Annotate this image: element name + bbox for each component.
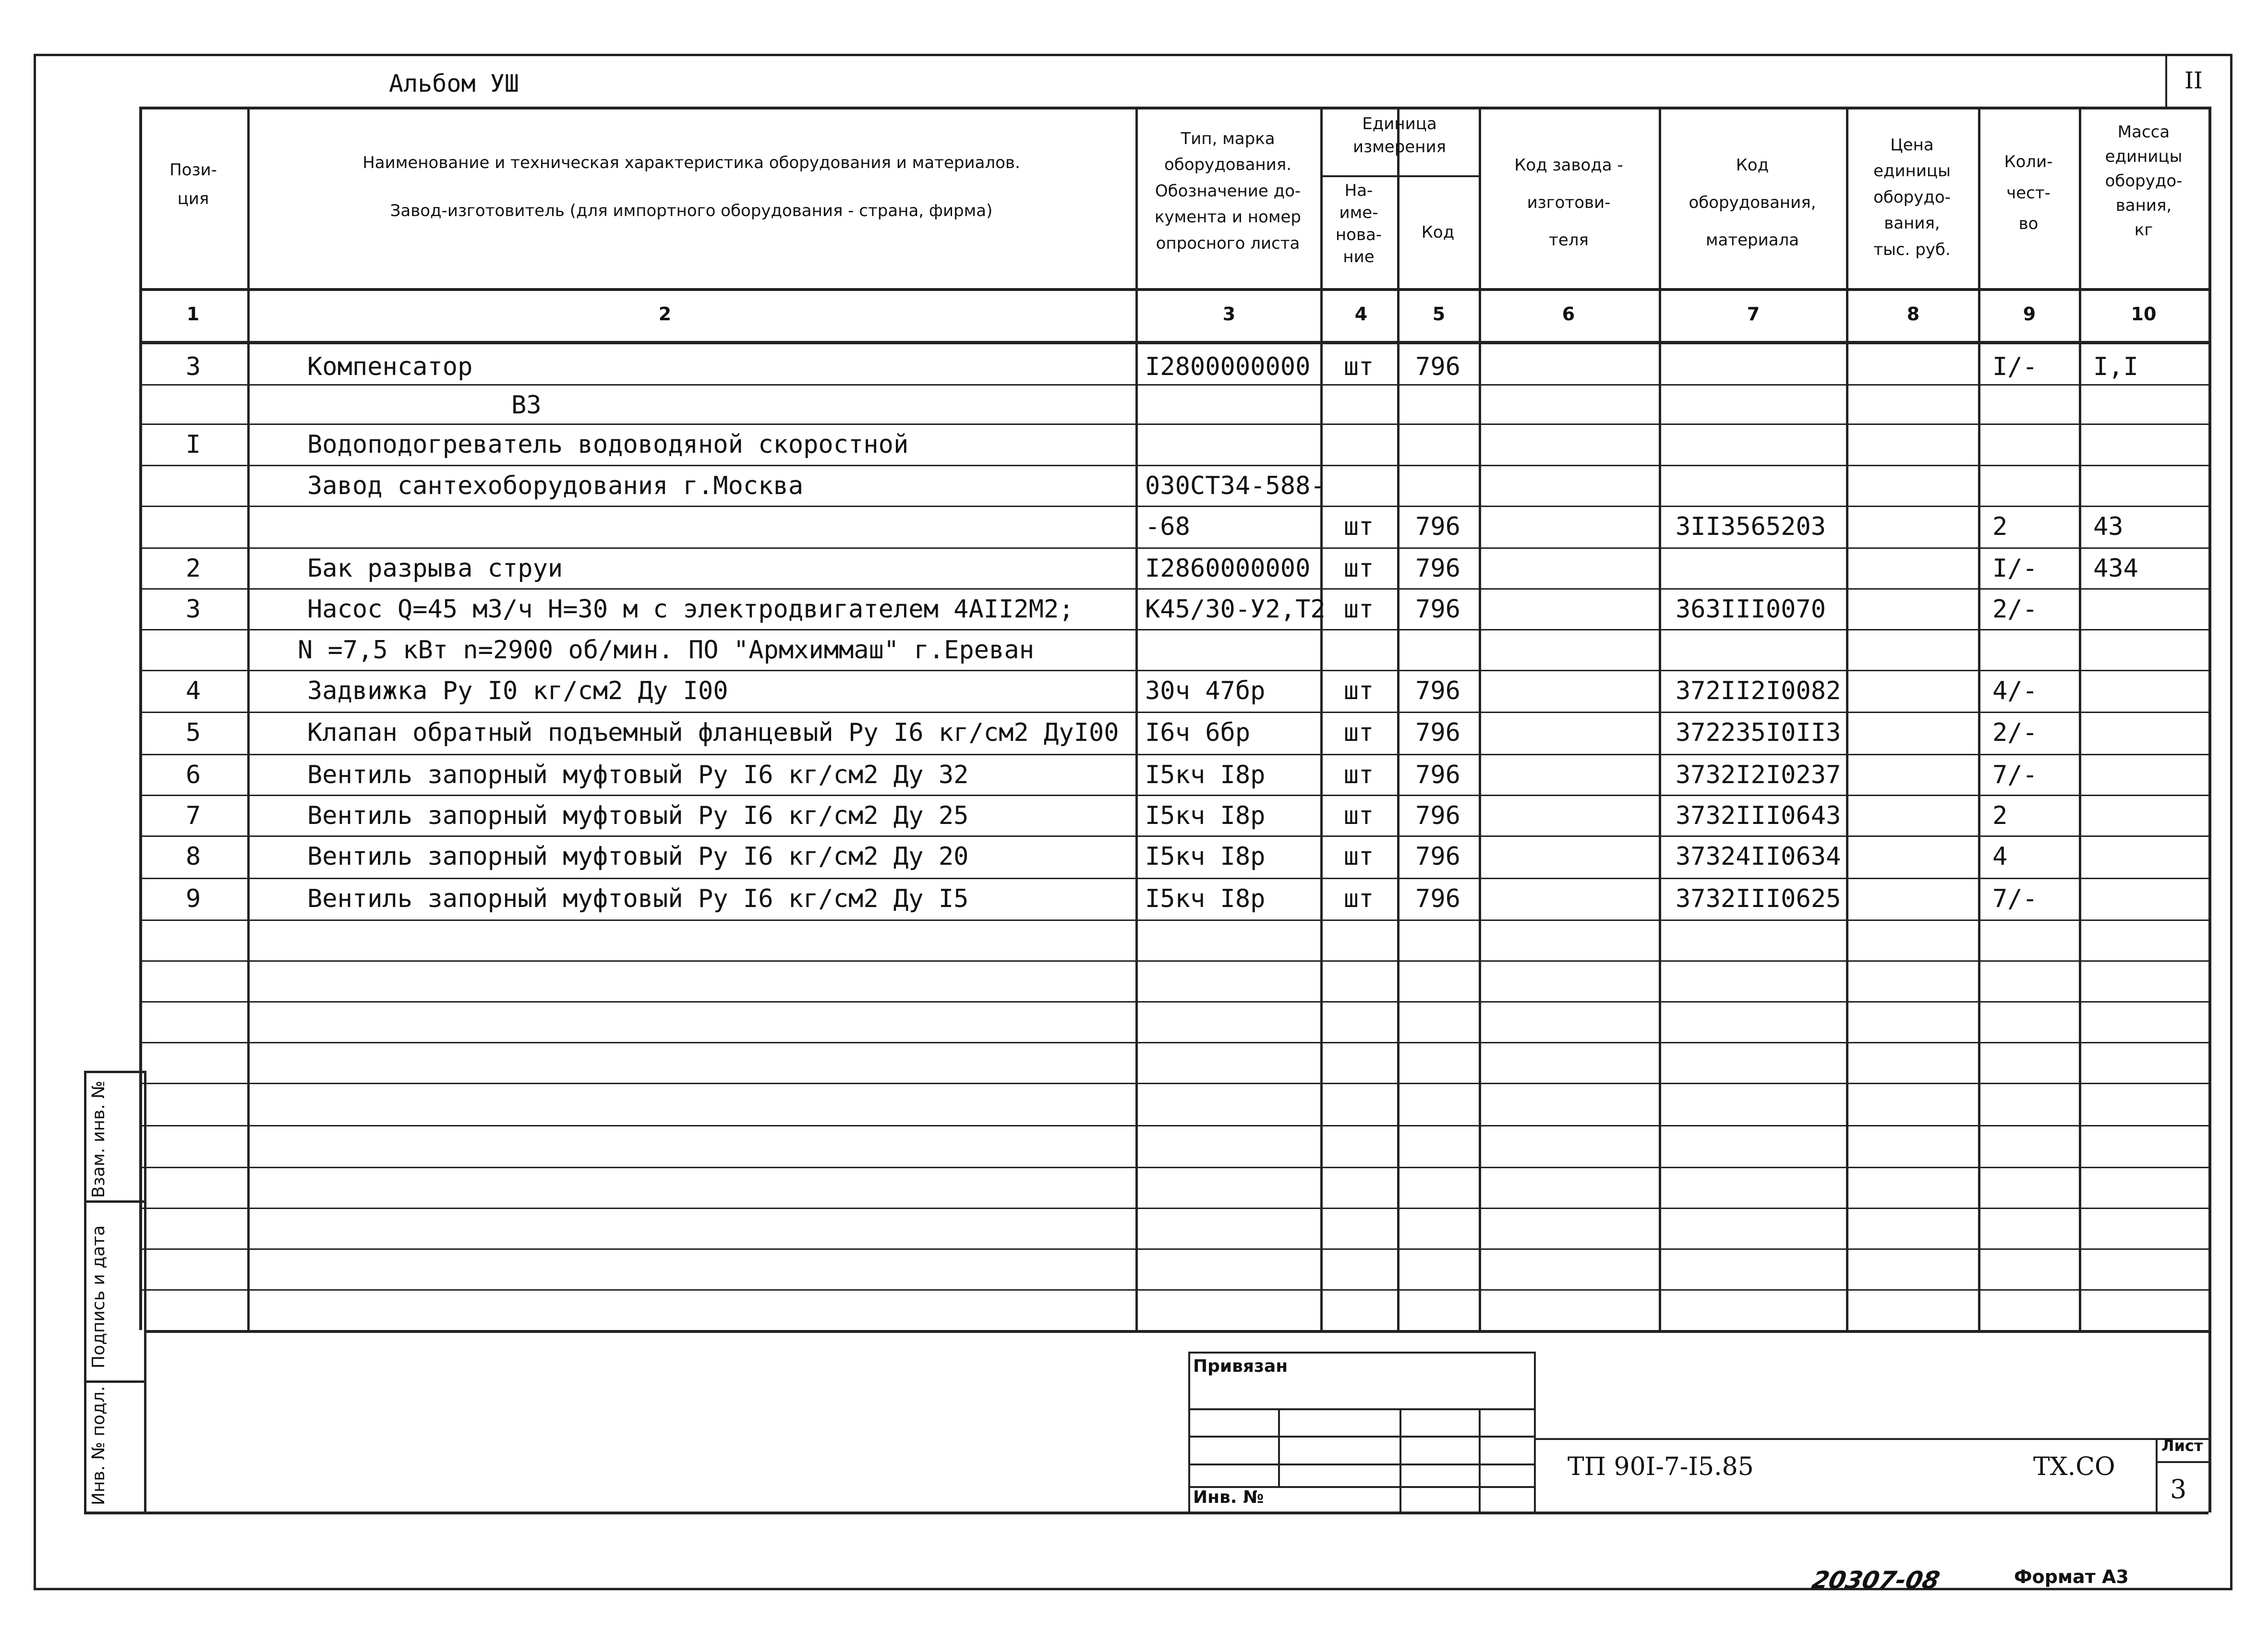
header-type: Тип, марка оборудования. Обозначение до- кумента и номер опросного листа	[1155, 129, 1301, 253]
stamp-privyazan: Привязан	[1193, 1356, 1288, 1376]
grid-line	[1846, 107, 1848, 1330]
grid-line	[1188, 1352, 1190, 1512]
grid-line	[139, 1042, 2208, 1043]
row-name: Вентиль запорный муфтовый Ру I6 кг/см2 Ду 32	[307, 761, 969, 789]
row-equipment-code: 3II3565203	[1676, 512, 1826, 541]
row-unit: шт	[1343, 677, 1374, 705]
column-number: 9	[2023, 303, 2036, 325]
row-type: 030СТ34-588-	[1145, 472, 1326, 500]
row-unit-code: 796	[1415, 718, 1460, 747]
row-position: 7	[185, 801, 201, 830]
row-name: Бак разрыва струи	[307, 554, 563, 583]
grid-line	[1188, 1352, 1534, 1354]
grid-line	[139, 960, 2208, 962]
row-equipment-code: 37324II0634	[1676, 842, 1841, 871]
row-name: В3	[511, 391, 542, 420]
format-label: Формат А3	[2014, 1566, 2129, 1587]
row-unit: шт	[1343, 352, 1374, 381]
grid-line	[139, 835, 2208, 837]
grid-line	[139, 1289, 2208, 1291]
row-name: Клапан обратный подъемный фланцевый Ру I6 кг/см2 ДуI00	[307, 718, 1119, 747]
row-name: N =7,5 кВт n=2900 об/мин. ПО "Армхиммаш" г.Ереван	[298, 636, 1035, 665]
side-label-inv-podl: Инв. № подл.	[89, 1386, 109, 1505]
sheet-number: 3	[2170, 1474, 2187, 1504]
row-type: I6ч 6бр	[1145, 718, 1251, 747]
grid-line	[139, 795, 2208, 796]
grid-line	[84, 1071, 144, 1073]
row-quantity: 2/-	[1992, 718, 2038, 747]
document-code: ТХ.СО	[2033, 1452, 2115, 1481]
row-name: Вентиль запорный муфтовый Ру I6 кг/см2 Ду 25	[307, 801, 969, 830]
header-quantity: Коли- чест- во	[2004, 152, 2053, 234]
row-unit: шт	[1343, 718, 1374, 747]
column-number: 8	[1906, 303, 1920, 325]
row-equipment-code: 3732III0643	[1676, 801, 1841, 830]
grid-line	[1534, 1438, 2208, 1440]
grid-line	[139, 1001, 2208, 1003]
stamp-inv-no: Инв. №	[1193, 1488, 1264, 1507]
grid-line	[139, 288, 2208, 291]
column-number: 3	[1222, 303, 1236, 325]
row-unit-code: 796	[1415, 842, 1460, 871]
document-designation: ТП 90I-7-I5.85	[1568, 1452, 1754, 1481]
row-equipment-code: 3732III0625	[1676, 884, 1841, 913]
row-name: Завод сантехоборудования г.Москва	[307, 472, 804, 500]
row-unit: шт	[1343, 801, 1374, 830]
row-quantity: I/-	[1992, 352, 2038, 381]
row-quantity: I/-	[1992, 554, 2038, 583]
row-unit: шт	[1343, 842, 1374, 871]
grid-line	[1399, 1408, 1401, 1512]
header-name-line1: Наименование и техническая характеристика оборудования и материалов.	[362, 153, 1020, 172]
row-name: Вентиль запорный муфтовый Ру I6 кг/см2 Ду I5	[307, 884, 969, 913]
row-name: Насос Q=45 м3/ч H=30 м с электродвигателем 4АII2М2;	[307, 595, 1074, 624]
header-position: Пози- ция	[169, 160, 217, 208]
row-unit: шт	[1343, 512, 1374, 541]
grid-line	[139, 629, 2208, 630]
column-number: 2	[658, 303, 672, 325]
row-type: 30ч 47бр	[1145, 677, 1266, 705]
row-mass: 43	[2093, 512, 2123, 541]
row-unit: шт	[1343, 554, 1374, 583]
row-mass: 434	[2093, 554, 2138, 583]
grid-line	[1135, 107, 1138, 1330]
header-mass: Масса единицы оборудо- вания, кг	[2105, 122, 2183, 240]
row-type: I2800000000	[1145, 352, 1311, 381]
row-position: 6	[185, 761, 201, 789]
row-unit-code: 796	[1415, 352, 1460, 381]
grid-line	[139, 1208, 2208, 1209]
grid-line	[139, 506, 2208, 507]
row-position: 8	[185, 842, 201, 871]
grid-line	[139, 423, 2208, 425]
sheet-label: Лист	[2161, 1437, 2203, 1455]
grid-line	[1479, 107, 1481, 1330]
grid-line	[139, 919, 2208, 921]
header-factory-code: Код завода - изготови- теля	[1514, 156, 1623, 250]
grid-line	[139, 465, 2208, 466]
grid-line	[2079, 107, 2081, 1330]
grid-line	[84, 1512, 2208, 1514]
header-unit-code: Код	[1421, 223, 1455, 242]
header-name-line2: Завод-изготовитель (для импортного оборудования - страна, фирма)	[390, 201, 993, 220]
row-quantity: 7/-	[1992, 761, 2038, 789]
grid-line	[139, 107, 142, 1330]
grid-line	[2156, 1461, 2208, 1463]
handwritten-number: 20307-08	[1809, 1566, 1942, 1594]
row-quantity: 4	[1992, 842, 2008, 871]
row-position: 9	[185, 884, 201, 913]
header-unit-group: Единица измерения	[1352, 114, 1447, 157]
grid-line	[139, 547, 2208, 549]
grid-line	[1188, 1464, 1534, 1465]
grid-line	[1320, 107, 1323, 1330]
row-unit-code: 796	[1415, 801, 1460, 830]
grid-line	[2156, 1438, 2158, 1512]
grid-line	[2208, 1330, 2211, 1512]
column-number: 6	[1562, 303, 1575, 325]
grid-line	[139, 588, 2208, 590]
grid-line	[84, 1200, 144, 1203]
row-equipment-code: 3732I2I0237	[1676, 761, 1841, 789]
row-type: I5кч I8р	[1145, 761, 1266, 789]
row-name: Водоподогреватель водоводяной скоростной	[307, 430, 909, 459]
grid-line	[139, 754, 2208, 755]
grid-line	[139, 878, 2208, 879]
row-name: Вентиль запорный муфтовый Ру I6 кг/см2 Ду 20	[307, 842, 969, 871]
grid-line	[139, 384, 2208, 386]
row-equipment-code: 372II2I0082	[1676, 677, 1841, 705]
side-label-podpis: Подпись и дата	[89, 1225, 109, 1368]
row-mass: I,I	[2093, 352, 2138, 381]
grid-line	[1397, 107, 1399, 1330]
row-unit-code: 796	[1415, 512, 1460, 541]
grid-line	[1278, 1408, 1280, 1486]
row-unit: шт	[1343, 884, 1374, 913]
grid-line	[1188, 1408, 1534, 1410]
grid-line	[1534, 1352, 1536, 1512]
grid-line	[139, 107, 2208, 109]
row-equipment-code: 372235I0II3	[1676, 718, 1841, 747]
column-number: 5	[1432, 303, 1446, 325]
row-quantity: 2	[1992, 512, 2008, 541]
row-quantity: 4/-	[1992, 677, 2038, 705]
row-unit-code: 796	[1415, 554, 1460, 583]
grid-line	[84, 1071, 86, 1512]
grid-line	[1188, 1436, 1534, 1438]
album-title: Альбом УШ	[389, 70, 519, 97]
row-unit-code: 796	[1415, 677, 1460, 705]
row-name: Задвижка Ру I0 кг/см2 Ду I00	[307, 677, 728, 705]
row-position: 3	[185, 595, 201, 624]
row-unit-code: 796	[1415, 595, 1460, 624]
column-number: 7	[1747, 303, 1760, 325]
grid-line	[1479, 1408, 1481, 1512]
column-number: 1	[186, 303, 200, 325]
grid-line	[144, 1071, 146, 1512]
row-position: I	[185, 430, 201, 459]
grid-line	[139, 1167, 2208, 1168]
header-equipment-code: Код оборудования, материала	[1689, 156, 1816, 250]
grid-line	[139, 1125, 2208, 1126]
side-label-vzam: Взам. инв. №	[89, 1080, 109, 1198]
grid-line	[139, 712, 2208, 713]
row-position: 3	[185, 352, 201, 381]
row-position: 2	[185, 554, 201, 583]
grid-line	[139, 1248, 2208, 1250]
grid-line	[144, 1330, 2208, 1333]
sheet-corner-number: II	[2184, 67, 2203, 94]
row-quantity: 7/-	[1992, 884, 2038, 913]
grid-line	[1320, 175, 1479, 177]
row-quantity: 2/-	[1992, 595, 2038, 624]
column-number: 10	[2131, 303, 2157, 325]
row-type: I5кч I8р	[1145, 842, 1266, 871]
row-unit: шт	[1343, 595, 1374, 624]
grid-line	[84, 1380, 144, 1383]
row-type: -68	[1145, 512, 1190, 541]
row-type: К45/30-У2,Т2	[1145, 595, 1326, 624]
row-position: 4	[185, 677, 201, 705]
row-position: 5	[185, 718, 201, 747]
row-unit: шт	[1343, 761, 1374, 789]
header-price: Цена единицы оборудо- вания, тыс. руб.	[1873, 135, 1951, 259]
grid-line	[139, 670, 2208, 671]
column-number: 4	[1354, 303, 1368, 325]
grid-line	[139, 1083, 2208, 1084]
corner-divider	[2165, 54, 2167, 107]
grid-line	[1978, 107, 1980, 1330]
grid-line	[247, 107, 250, 1330]
grid-line	[139, 341, 2208, 344]
header-unit-name: На- име- нова- ние	[1335, 181, 1382, 266]
row-unit-code: 796	[1415, 761, 1460, 789]
row-name: Компенсатор	[307, 352, 473, 381]
row-type: I5кч I8р	[1145, 801, 1266, 830]
row-type: I5кч I8р	[1145, 884, 1266, 913]
row-quantity: 2	[1992, 801, 2008, 830]
row-unit-code: 796	[1415, 884, 1460, 913]
grid-line	[1659, 107, 1661, 1330]
row-type: I2860000000	[1145, 554, 1311, 583]
row-equipment-code: 363III0070	[1676, 595, 1826, 624]
grid-line	[2208, 107, 2211, 1330]
